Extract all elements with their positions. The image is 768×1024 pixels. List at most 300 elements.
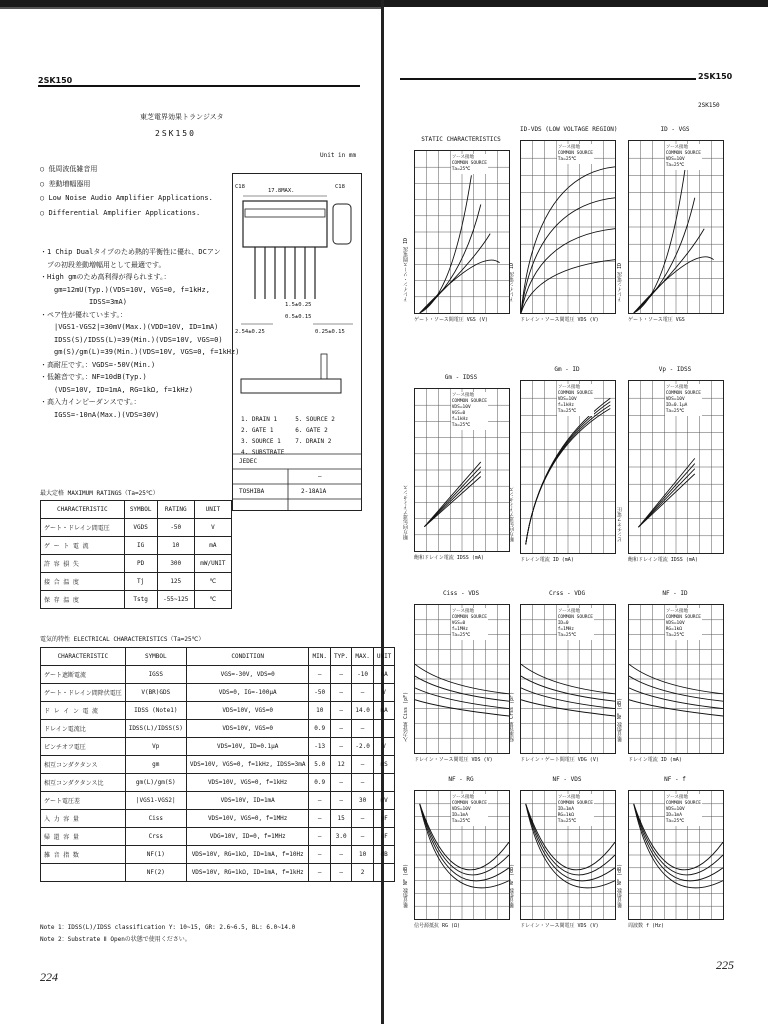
elec-char-table [40, 647, 395, 882]
table-row [41, 792, 395, 810]
chart-legend [557, 384, 594, 416]
legend-entry: ソース接地 [451, 609, 474, 614]
table-cell: VDS=10V, RG=1kΩ, ID=1mA, f=10Hz [186, 846, 309, 864]
table-cell: — [309, 864, 330, 882]
legend-entry: RG=1kΩ [557, 813, 574, 818]
chart-panel [628, 604, 724, 754]
package-drawing [232, 173, 362, 511]
chart-title: Gm - IDSS [444, 374, 478, 381]
page-header: 2SK150 [698, 72, 733, 81]
legend-entry: f=1MHz [557, 627, 574, 632]
chart-curve [634, 257, 714, 313]
table-cell: — [352, 756, 373, 774]
table-cell: V(BR)GDS [125, 684, 186, 702]
x-axis-label: ゲート・ソース間電圧 VGS (V) [414, 317, 488, 323]
legend-entry: ソース接地 [451, 155, 474, 160]
chart-curve [634, 229, 705, 313]
y-axis-label: 入力容量 Ciss (pF) [403, 691, 409, 742]
unit-note: Unit in mm [320, 152, 357, 159]
note-2: Note 2：Substrate Ⅱ Openの状態で使用ください。 [40, 936, 191, 943]
table-row [41, 684, 395, 702]
table-cell: — [309, 792, 330, 810]
table-row [41, 666, 395, 684]
chart-title: ID-VDS (LOW VOLTAGE REGION) [520, 126, 618, 133]
legend-entry: COMMON SOURCE [557, 801, 593, 806]
table-cell: — [352, 810, 373, 828]
title-jp: 東芝電界効果トランジスタ [140, 113, 224, 121]
table-cell: IGSS [125, 666, 186, 684]
table-cell: mA [373, 702, 394, 720]
x-axis-label: ゲート・ソース電圧 VGS [628, 317, 685, 323]
legend-entry: ID=0.1μA [665, 403, 688, 408]
legend-entry: VDS=10V [665, 621, 685, 626]
table-cell: — [330, 864, 351, 882]
legend-entry: f=1kHz [557, 403, 574, 408]
legend-entry: ソース接地 [665, 145, 688, 150]
chart-title: Gm - ID [554, 366, 580, 373]
table-cell: ゲ ー ト 電 流 [41, 537, 125, 555]
chart-legend [665, 144, 702, 170]
toshiba-label: TOSHIBA [239, 488, 265, 495]
table-cell: V [194, 519, 231, 537]
table-cell: — [352, 720, 373, 738]
legend-entry: ID=1mA [557, 807, 574, 812]
legend-entry: Ta=25℃ [665, 633, 685, 638]
table-row [41, 774, 395, 792]
chart-curve [424, 467, 480, 527]
chart-legend [451, 392, 488, 430]
legend-entry: ソース接地 [665, 795, 688, 800]
table-cell [41, 864, 126, 882]
table-cell: V [373, 738, 394, 756]
table-cell: pF [373, 810, 394, 828]
table-cell: — [309, 846, 330, 864]
table-cell: -50 [309, 684, 330, 702]
table-cell: 入 力 容 量 [41, 810, 126, 828]
legend-entry: f=1MHz [451, 627, 468, 632]
table-cell: 帰 還 容 量 [41, 828, 126, 846]
table-cell: -50 [157, 519, 194, 537]
column-header: RATING [157, 501, 194, 519]
dim-label: 0.25±0.15 [315, 329, 345, 335]
table-cell: |VGS1-VGS2| [125, 792, 186, 810]
table-cell: 300 [157, 555, 194, 573]
table-cell: PD [124, 555, 157, 573]
table-cell: ゲート電圧差 [41, 792, 126, 810]
feature-line: ・High gmのため高利得が得られます。： [40, 273, 171, 281]
legend-entry: COMMON SOURCE [665, 151, 701, 156]
chart-curve [420, 260, 500, 313]
legend-entry: ソース接地 [451, 795, 474, 800]
table-cell: 0.9 [309, 774, 330, 792]
legend-entry: Ta=25℃ [665, 819, 685, 824]
legend-entry: VDS=10V [451, 807, 471, 812]
table-cell: Vp [125, 738, 186, 756]
legend-entry: COMMON SOURCE [557, 615, 593, 620]
chart-legend [557, 608, 594, 640]
legend-entry: Ta=25℃ [557, 819, 577, 824]
table-cell: VDG=10V, ID=0, f=1MHz [186, 828, 309, 846]
table-cell: — [352, 828, 373, 846]
table-cell: — [330, 666, 351, 684]
legend-entry: f=1kHz [451, 417, 468, 422]
chart-title: NF - RG [448, 776, 474, 783]
y-axis-label: ピンチオフ電圧 [617, 507, 623, 542]
legend-entry: ソース接地 [451, 393, 474, 398]
table-cell: -13 [309, 738, 330, 756]
legend-entry: Ta=25℃ [665, 409, 685, 414]
legend-entry: VDS=10V [665, 807, 685, 812]
legend-entry: Ta=25℃ [557, 157, 577, 162]
table-row [41, 720, 395, 738]
legend-entry: ソース接地 [665, 385, 688, 390]
x-axis-label: ドレイン・ゲート間電圧 VDG (V) [520, 757, 599, 763]
application-item: ○ Low Noise Audio Amplifier Applications. [40, 194, 213, 202]
table-cell: IDSS (Note1) [125, 702, 186, 720]
legend-entry: COMMON SOURCE [665, 391, 701, 396]
application-item: ○ 低周波低雑音用 [40, 165, 98, 173]
chart-panel [628, 790, 724, 920]
dim-label: 17.8MAX. [268, 188, 295, 194]
page-number: 225 [716, 958, 734, 972]
chart-panel [628, 140, 724, 314]
chart-curve [638, 464, 694, 528]
table-cell: NF(2) [125, 864, 186, 882]
table-cell: gm(L)/gm(S) [125, 774, 186, 792]
column-header: CONDITION [186, 648, 309, 666]
chart-panel [414, 388, 510, 552]
x-axis-label: 飽和ドレイン電流 IDSS (mA) [414, 555, 484, 561]
chart-curve [420, 234, 491, 313]
feature-line: プの初段差動増幅用として最適です。 [40, 260, 166, 269]
table-cell: Crss [125, 828, 186, 846]
legend-entry: ID=0 [557, 621, 569, 626]
chart-legend [451, 794, 488, 826]
table-row [41, 702, 395, 720]
feature-line: ・低雑音です。：NF=10dB(Typ.) [40, 373, 147, 381]
table-cell: 5.0 [309, 756, 330, 774]
feature-line: IDSS=3mA) [40, 298, 127, 306]
table-cell: — [330, 774, 351, 792]
table-cell: ゲート・ドレイン間降伏電圧 [41, 684, 126, 702]
table-cell: — [309, 810, 330, 828]
chart-title: NF - f [664, 776, 686, 783]
chart-legend [557, 144, 594, 164]
legend-entry: Ta=25℃ [451, 423, 471, 428]
column-header: UNIT [194, 501, 231, 519]
feature-line: |VGS1-VGS2|=30mV(Max.)(VDD=10V, ID=1mA) [40, 323, 219, 331]
feature-line: ・ペア性が優れています。： [40, 310, 127, 319]
chart-legend [451, 154, 488, 174]
table-cell: ド レ イ ン 電 流 [41, 702, 126, 720]
chart-legend [557, 794, 594, 826]
legend-entry: VDS=10V [557, 397, 577, 402]
table-cell: Tj [124, 573, 157, 591]
x-axis-label: ドレイン・ソース間電圧 VDS (V) [520, 923, 599, 929]
legend-entry: Ta=25℃ [451, 167, 471, 172]
legend-entry: ソース接地 [557, 609, 580, 614]
legend-entry: Ta=25℃ [665, 163, 685, 168]
scan-edge-top [0, 0, 768, 7]
chart-grid-lines [415, 151, 509, 313]
table-cell: VDS=10V, VGS=0, f=1kHz, IDSS=3mA [186, 756, 309, 774]
chart-title: Ciss - VDS [442, 590, 480, 597]
table-cell: Ciss [125, 810, 186, 828]
legend-entry: COMMON SOURCE [451, 615, 487, 620]
dim-label: 2.54±0.25 [235, 329, 265, 335]
table-cell: ドレイン電流比 [41, 720, 126, 738]
x-axis-label: 信号源抵抗 RG (Ω) [414, 923, 461, 929]
page-number: 224 [40, 970, 58, 984]
legend-entry: Ta=25℃ [557, 409, 577, 414]
header-rule [400, 78, 696, 80]
x-axis-label: 周波数 f (Hz) [628, 923, 665, 929]
legend-entry: VDS=10V [665, 157, 685, 162]
jedec-label: JEDEC [239, 458, 258, 465]
chart-title: NF - ID [662, 590, 688, 597]
legend-entry: ソース接地 [557, 795, 580, 800]
y-axis-label: ドレイン電流 ID [617, 262, 623, 302]
table-cell: IG [124, 537, 157, 555]
table-cell: — [330, 738, 351, 756]
chart-curve [420, 175, 472, 313]
table-cell: 10 [157, 537, 194, 555]
dim-label: C18 [235, 184, 245, 190]
table-cell: 相互コンダクタンス比 [41, 774, 126, 792]
legend-entry: COMMON SOURCE [451, 161, 487, 166]
application-item: ○ 差動増幅器用 [40, 179, 91, 188]
legend-entry: ソース接地 [557, 385, 580, 390]
table-cell: ℃ [194, 573, 231, 591]
table-cell: ゲート遮断電流 [41, 666, 126, 684]
table-cell: 保 存 温 度 [41, 591, 125, 609]
chart-panel [414, 790, 510, 920]
chart-legend [451, 608, 488, 640]
chart-legend [665, 384, 702, 416]
table-cell: — [330, 846, 351, 864]
page-header: 2SK150 [38, 76, 73, 85]
x-axis-label: 飽和ドレイン電流 IDSS (mA) [628, 557, 698, 563]
table-cell: NF(1) [125, 846, 186, 864]
y-axis-label: 雑音指数 NF (dB) [617, 697, 623, 742]
legend-entry: Ta=25℃ [557, 633, 577, 638]
table-cell: — [330, 792, 351, 810]
table-row [41, 537, 232, 555]
max-ratings-heading: 最大定格 MAXIMUM RATINGS（Ta=25℃） [40, 490, 159, 497]
table-cell: VGS=-30V, VDS=0 [186, 666, 309, 684]
applications-list [40, 162, 213, 220]
feature-line: gm(S)/gm(L)=39(Min.)(VDS=10V, VGS=0, f=1kHz) [40, 348, 240, 356]
table-row [41, 738, 395, 756]
dim-label: 1.5±0.25 [285, 302, 312, 308]
legend-entry: ソース接地 [665, 609, 688, 614]
table-cell: 3.0 [330, 828, 351, 846]
max-ratings-table [40, 500, 232, 609]
legend-entry: RG=1kΩ [665, 627, 682, 632]
chart-panel [628, 380, 724, 554]
chart-title: Crss - VDG [548, 590, 586, 597]
legend-entry: Ta=25℃ [451, 819, 471, 824]
chart-grid-lines [521, 141, 615, 313]
table-cell: 12 [330, 756, 351, 774]
right-page [386, 10, 768, 1018]
chart-panel [520, 380, 616, 554]
legend-entry: COMMON SOURCE [557, 151, 593, 156]
chart-panel [520, 790, 616, 920]
table-cell: ピンチオフ電圧 [41, 738, 126, 756]
table-cell: dB [373, 846, 394, 864]
legend-entry: COMMON SOURCE [451, 801, 487, 806]
y-axis-label: ドレイン電流 ID [509, 262, 515, 302]
y-axis-label: 雑音指数 NF (dB) [509, 863, 515, 908]
dim-label: C18 [335, 184, 345, 190]
table-cell: 10 [352, 846, 373, 864]
legend-entry: COMMON SOURCE [665, 801, 701, 806]
table-cell: ℃ [194, 591, 231, 609]
legend-entry: VGS=0 [451, 411, 466, 416]
y-axis-label: 順方向伝達アドミタンス [403, 485, 409, 540]
table-header-row [41, 501, 232, 519]
table-cell: -2.0 [352, 738, 373, 756]
x-axis-label: ドレイン電流 ID (mA) [520, 557, 574, 563]
scan-edge-shadow [0, 7, 384, 9]
column-header: UNIT [373, 648, 394, 666]
table-cell: VDS=10V, VGS=0, f=1MHz [186, 810, 309, 828]
table-cell: VGDS [124, 519, 157, 537]
table-cell: Tstg [124, 591, 157, 609]
table-cell: mS [373, 756, 394, 774]
chart-panel [520, 140, 616, 314]
table-row [41, 573, 232, 591]
column-header: MIN. [309, 648, 330, 666]
table-cell: nA [373, 666, 394, 684]
table-cell: — [352, 684, 373, 702]
note-1: Note 1：IDSS(L)/IDSS classification Y: 10~15, GR: 2.6~6.5, BL: 6.0~14.0 [40, 924, 296, 931]
table-cell: mA [194, 537, 231, 555]
legend-entry: COMMON SOURCE [557, 391, 593, 396]
table-cell: -10 [352, 666, 373, 684]
toshiba-value: 2-18A1A [301, 488, 327, 495]
table-cell: V [373, 684, 394, 702]
chart-title: NF - VDS [552, 776, 582, 783]
table-row [41, 519, 232, 537]
feature-line: IDSS(S)/IDSS(L)=39(Min.)(VDS=10V, VGS=0) [40, 335, 223, 344]
table-cell: 相互コンダクタンス [41, 756, 126, 774]
table-cell: 2 [352, 864, 373, 882]
table-cell: — [330, 720, 351, 738]
chart-curve [638, 474, 694, 527]
table-row [41, 828, 395, 846]
legend-entry: VGS=0 [451, 621, 466, 626]
y-axis-label: 帰還容量 Crss (pF) [509, 691, 515, 742]
table-cell: mW/UNIT [194, 555, 231, 573]
legend-entry: ID=1mA [451, 813, 468, 818]
table-row [41, 555, 232, 573]
legend-entry: COMMON SOURCE [451, 399, 487, 404]
x-axis-label: ドレイン・ソース間電圧 VDS (V) [520, 317, 599, 323]
table-cell: pF [373, 828, 394, 846]
y-axis-label: 順方向伝達アドミタンス [509, 487, 515, 542]
column-header: SYMBOL [125, 648, 186, 666]
table-row [41, 846, 395, 864]
table-cell: 接 合 温 度 [41, 573, 125, 591]
table-cell: VDS=10V, VGS=0 [186, 702, 309, 720]
table-cell: 125 [157, 573, 194, 591]
chart-title: Vp - IDSS [658, 366, 692, 373]
table-cell: ゲート・ドレイン間電圧 [41, 519, 125, 537]
table-cell: gm [125, 756, 186, 774]
chart-legend [665, 794, 702, 826]
table-cell: 許 容 損 失 [41, 555, 125, 573]
table-cell: mV [373, 792, 394, 810]
table-cell: 雑 音 指 数 [41, 846, 126, 864]
chart-curve [638, 458, 694, 527]
jedec-value: — [318, 473, 322, 480]
feature-line: (VDS=10V, ID=1mA, RG=1kΩ, f=1kHz) [40, 385, 194, 394]
table-cell: IDSS(L)/IDSS(S) [125, 720, 186, 738]
x-axis-label: ドレイン・ソース間電圧 VDS (V) [414, 757, 493, 763]
feature-line: ・高入力インピーダンスです。： [40, 398, 141, 406]
chart-panel [520, 604, 616, 754]
table-header-row [41, 648, 395, 666]
pin-list: 1. DRAIN 1 5. SOURCE 2 2. GATE 1 6. GATE 2 3. SOURCE 1 7. DRAIN 2 4. SUBSTRATE [241, 416, 335, 456]
table-cell: VDS=10V, VGS=0, f=1kHz [186, 774, 309, 792]
header-rule [38, 85, 360, 87]
chart-title: ID - VGS [660, 126, 690, 133]
legend-entry: VDS=10V [451, 405, 471, 410]
chart-panel [414, 604, 510, 754]
table-cell: VDS=10V, ID=1mA [186, 792, 309, 810]
legend-entry: Ta=25℃ [451, 633, 471, 638]
table-cell: 30 [352, 792, 373, 810]
elec-char-heading: 電気的特性 ELECTRICAL CHARACTERISTICS（Ta=25℃） [40, 636, 205, 643]
legend-entry: VDS=10V [665, 397, 685, 402]
column-header: SYMBOL [124, 501, 157, 519]
feature-line: IGSS=-10nA(Max.)(VDS=30V) [40, 410, 160, 419]
legend-entry: COMMON SOURCE [665, 615, 701, 620]
table-cell: 10 [309, 702, 330, 720]
feature-line: ・高耐圧です。：VGDS=-50V(Min.) [40, 360, 156, 369]
table-cell: VDS=0, IG=-100μA [186, 684, 309, 702]
table-row [41, 810, 395, 828]
table-cell: — [309, 828, 330, 846]
x-axis-label: ドレイン電流 ID (mA) [628, 757, 682, 763]
left-page [0, 10, 392, 1018]
table-cell: -55~125 [157, 591, 194, 609]
table-cell: VDS=10V, RG=1kΩ, ID=1mA, f=1kHz [186, 864, 309, 882]
y-axis-label: 雑音指数 NF (dB) [617, 863, 623, 908]
table-cell: 0.9 [309, 720, 330, 738]
dim-label: 0.5±0.15 [285, 314, 312, 320]
table-cell: — [330, 702, 351, 720]
y-axis-label: 雑音指数 NF (dB) [403, 863, 409, 908]
table-cell: — [330, 684, 351, 702]
table-cell: — [309, 666, 330, 684]
column-header: TYP. [330, 648, 351, 666]
part-number: 2SK150 [155, 129, 196, 138]
chart-legend [665, 608, 702, 640]
application-item: ○ Differential Amplifier Applications. [40, 208, 201, 217]
table-row [41, 591, 232, 609]
table-cell: 15 [330, 810, 351, 828]
table-row [41, 864, 395, 882]
chart-panel [414, 150, 510, 314]
y-axis-label: ドレイン・ソース間電流 ID [403, 237, 409, 302]
chart-curve [424, 476, 480, 526]
chart-curve [424, 462, 480, 527]
feature-line: ・1 Chip Dualタイプのため熱的平衡性に優れ、DCアン [40, 248, 221, 256]
table-cell: — [352, 774, 373, 792]
